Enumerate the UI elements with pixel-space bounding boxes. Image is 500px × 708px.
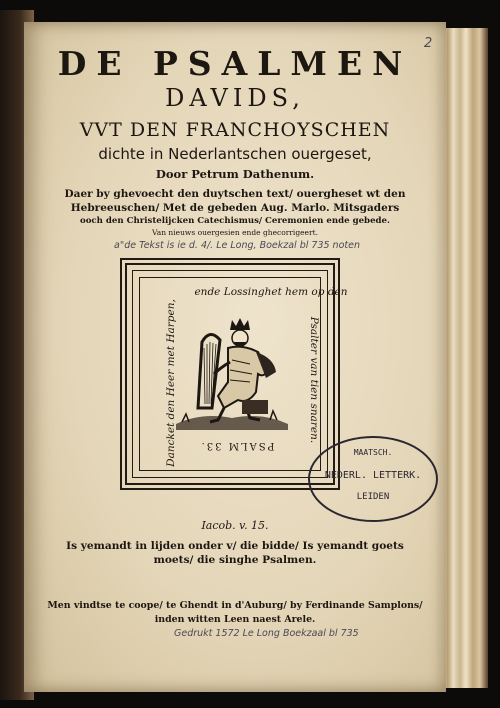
imprint-line-2: inden witten Leen naest Arele. xyxy=(154,614,316,625)
pencil-note-bottom: Gedrukt 1572 Le Long Boekzaal bl 735 xyxy=(174,628,359,639)
citation: Iacob. v. 15. xyxy=(201,519,269,532)
verse-line-2: moets/ die singhe Psalmen. xyxy=(153,554,317,566)
subtitle-line-3: ooch den Christelijcken Catechismus/ Ceremonien ende gebede. xyxy=(79,216,391,226)
page-number: 2 xyxy=(424,36,433,51)
library-stamp xyxy=(308,436,438,522)
subtitle-line-4: Van nieuws ouergesien ende ghecorrigeert. xyxy=(152,228,318,237)
title-line-2: DAVIDS, xyxy=(165,84,305,112)
king-david-harp-woodcut xyxy=(172,312,292,434)
subtitle-line-1: Daer by ghevoecht den duytschen text/ ouergheset wt den xyxy=(64,188,406,200)
imprint-line-1: Men vindtse te coope/ te Ghendt in d'Auburg/ by Ferdinande Samplons/ xyxy=(47,600,423,611)
subtitle-line-2: Hebreeuschen/ Met de gebeden Aug. Marlo. Mitsgaders xyxy=(70,202,400,214)
vignette-left-text: Dancket den Heer met Harpen, xyxy=(165,299,177,467)
title-line-4: dichte in Nederlantschen ouergeset, xyxy=(98,145,372,163)
vignette-right-text: Psalter van tien snaren. xyxy=(308,316,320,444)
vignette-bottom-text: PSALM 33. xyxy=(199,440,275,451)
verse-line-1: Is yemandt in lijden onder v/ die bidde/ Is yemandt goets xyxy=(66,540,404,552)
author-line: Door Petrum Dathenum. xyxy=(155,167,315,181)
title-page xyxy=(24,22,446,692)
stamp-line-1: MAATSCH. xyxy=(353,448,393,457)
title-line-3: VVT DEN FRANCHOYSCHEN xyxy=(79,119,391,141)
stamp-line-3: LEIDEN xyxy=(356,492,390,502)
stamp-line-2: NEDERL. LETTERK. xyxy=(324,470,422,481)
pencil-note-top: a"de Tekst is ie d. 4/. Le Long, Boekzal bl 735 noten xyxy=(114,240,360,251)
vignette-top-text: ende Lossinghet hem op den xyxy=(194,286,348,298)
title-line-1: DE PSALMEN xyxy=(57,44,413,83)
